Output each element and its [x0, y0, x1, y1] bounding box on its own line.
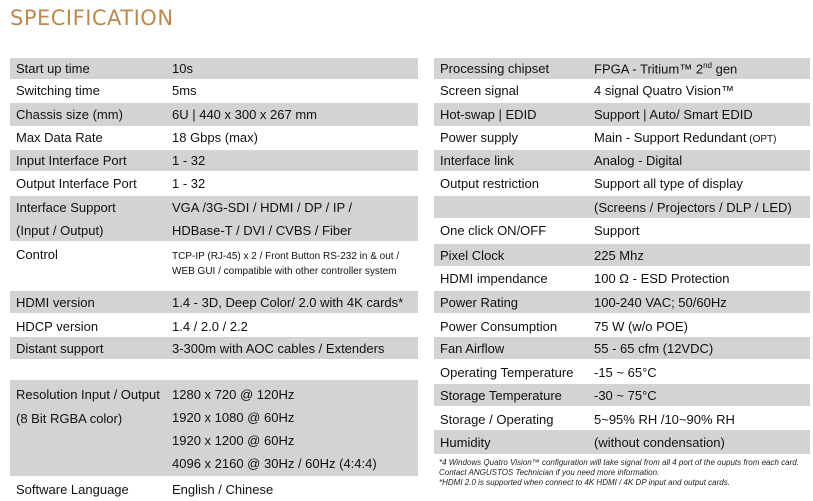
row-screen-signal [434, 80, 810, 101]
label: Input Interface Port [16, 153, 127, 168]
row-storage-temperature [434, 384, 810, 406]
value: 55 - 65 cfm (12VDC) [594, 340, 714, 356]
row-output-restriction-cont [434, 196, 810, 218]
label: Max Data Rate [16, 130, 103, 145]
label-sub: (8 Bit RGBA color) [16, 411, 123, 426]
value: 100-240 VAC; 50/60Hz [594, 294, 727, 310]
label: Hot-swap | EDID [440, 107, 537, 122]
row-power-rating [434, 291, 810, 313]
row-pixel-clock [434, 244, 810, 266]
row-one-click [434, 220, 810, 241]
row-hdmi-impedance [434, 267, 810, 289]
label: Distant support [16, 340, 104, 356]
value: English / Chinese [172, 481, 274, 497]
value: 5ms [172, 83, 197, 98]
value: Support [594, 223, 640, 238]
label: Fan Airflow [440, 340, 505, 356]
value: (without condensation) [594, 434, 725, 450]
value: -15 ~ 65°C [594, 364, 657, 380]
row-interface-link [434, 150, 810, 171]
label: Chassis size (mm) [16, 107, 123, 122]
value: (Screens / Projectors / DLP / LED) [594, 199, 792, 215]
value: 1.4 - 3D, Deep Color/ 2.0 with 4K cards* [172, 294, 404, 310]
label: Storage Temperature [440, 387, 562, 403]
label-sub: (Input / Output) [16, 223, 104, 238]
row-hdmi-version [10, 291, 418, 313]
label: Power Rating [440, 294, 519, 310]
label: Interface Support [16, 200, 116, 215]
label: Output restriction [440, 176, 539, 191]
row-output-restriction [434, 173, 810, 194]
value: FPGA - Tritium™ 2nd gen [594, 60, 738, 77]
row-output-interface-port [10, 173, 418, 194]
row-control [10, 243, 418, 287]
value: Analog - Digital [594, 153, 683, 168]
label: Start up time [16, 61, 90, 76]
value: 1.4 / 2.0 / 2.2 [172, 319, 248, 334]
resolution-value: 4096 x 2160 @ 30Hz / 60Hz (4:4:4) [172, 456, 377, 471]
row-power-supply [434, 127, 810, 148]
label: Software Language [16, 481, 129, 497]
value: -30 ~ 75°C [594, 387, 657, 403]
page-title: SPECIFICATION [10, 6, 174, 30]
label: HDMI impendance [440, 270, 548, 286]
label: Resolution Input / Output [16, 387, 160, 402]
value: 1 - 32 [172, 153, 206, 168]
label: Storage / Operating [440, 411, 554, 427]
value: 100 Ω - ESD Protection [594, 270, 730, 286]
label: Processing chipset [440, 61, 550, 76]
value: 1 - 32 [172, 176, 206, 191]
value: 5~95% RH /10~90% RH [594, 411, 735, 427]
row-power-consumption [434, 315, 810, 337]
footnotes [439, 458, 811, 488]
value: 18 Gbps (max) [172, 130, 258, 145]
value: 4 signal Quatro Vision™ [594, 83, 734, 98]
resolution-value: 1280 x 720 @ 120Hz [172, 387, 295, 402]
value-line1: TCP-IP (RJ-45) x 2 / Front Button RS-232 in & out / [172, 251, 400, 262]
row-resolution [10, 380, 418, 476]
row-start-up-time [10, 58, 418, 79]
value: Support | Auto/ Smart EDID [594, 107, 753, 122]
value: 75 W (w/o POE) [594, 318, 688, 334]
row-hot-swap-edid [434, 103, 810, 126]
label: Pixel Clock [440, 247, 505, 263]
value-line2: WEB GUI / compatible with other controller system [172, 266, 397, 277]
value-line1: VGA /3G-SDI / HDMI / DP / IP / [172, 200, 353, 215]
label: Control [16, 247, 58, 262]
label: HDCP version [16, 319, 99, 334]
value: 10s [172, 61, 193, 76]
value-line2: HDBase-T / DVI / CVBS / Fiber [172, 223, 352, 238]
label: Power Consumption [440, 318, 558, 334]
label: Output Interface Port [16, 176, 137, 191]
value: 225 Mhz [594, 247, 644, 263]
row-fan-airflow [434, 337, 810, 359]
row-hdcp-version [10, 316, 418, 337]
row-operating-temperature [434, 361, 810, 383]
label: Humidity [440, 434, 491, 450]
row-distant-support [10, 337, 418, 359]
label: Interface link [440, 153, 514, 168]
row-software-language [10, 478, 418, 500]
row-max-data-rate [10, 127, 418, 148]
label: Power supply [440, 130, 519, 145]
row-chassis-size [10, 103, 418, 126]
value: 6U | 440 x 300 x 267 mm [172, 107, 318, 122]
label: One click ON/OFF [440, 223, 547, 238]
row-interface-support [10, 196, 418, 241]
value: 3-300m with AOC cables / Extenders [172, 340, 385, 356]
row-input-interface-port [10, 150, 418, 171]
footnote-hdmi: *HDMI 2.0 is supported when connect to 4K HDMI / 4K DP input and output cards. [439, 478, 730, 487]
label: Screen signal [440, 83, 519, 98]
label: Switching time [16, 83, 100, 98]
resolution-value: 1920 x 1200 @ 60Hz [172, 433, 295, 448]
row-humidity [434, 430, 810, 454]
value: Support all type of display [594, 176, 743, 191]
row-processing-chipset [434, 58, 810, 79]
label: HDMI version [16, 294, 95, 310]
row-storage-operating [434, 408, 810, 430]
row-switching-time [10, 80, 418, 101]
value: Main - Support Redundant (OPT) [594, 130, 777, 145]
label: Operating Temperature [440, 364, 574, 380]
footnote-quatro-vision: *4 Windows Quatro Vision™ configuration will take signal from all 4 port of the ouputs from each card. Contact ANGUSTOS Technician if you need more information. [439, 458, 799, 477]
resolution-value: 1920 x 1080 @ 60Hz [172, 410, 295, 425]
